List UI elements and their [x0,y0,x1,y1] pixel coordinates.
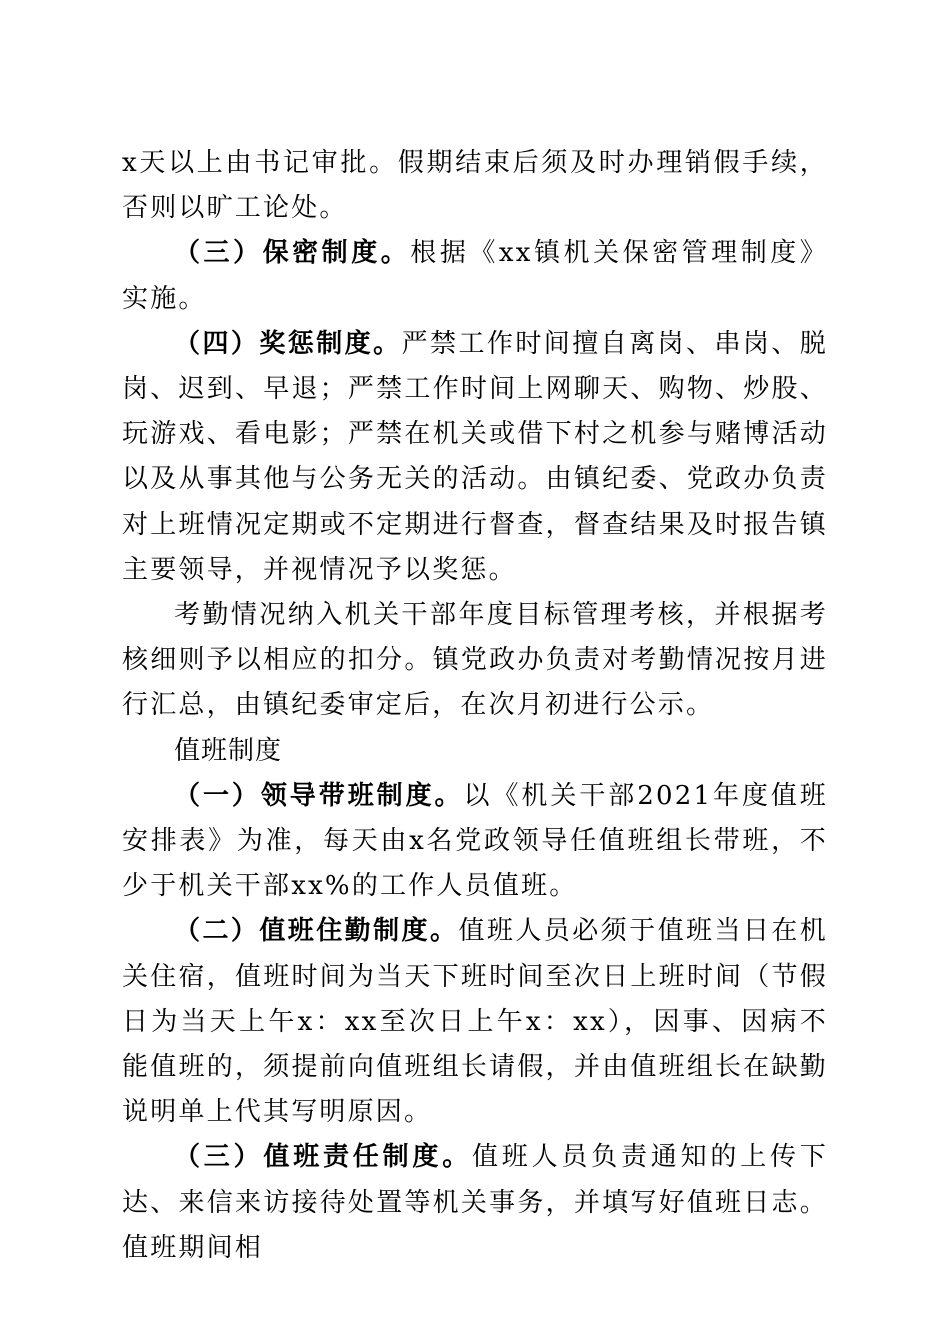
section-heading: 值班制度 [174,735,283,766]
paragraph-attendance-assessment [122,593,828,729]
paragraph-leave-approval [122,141,828,231]
clause-title: （三）值班责任制度。 [174,1142,472,1173]
paragraph-text: x天以上由书记审批。假期结束后须及时办理销假手续，否则以旷工论处。 [122,148,828,224]
paragraph-text: 值班人员负责通知的上传下达、来信来访接待处置等机关事务，并填写好值班日志。值班期间相 [122,1142,828,1263]
paragraph-text: 考勤情况纳入机关干部年度目标管理考核，并根据考核细则予以相应的扣分。镇党政办负责对考勤情况按月进行汇总，由镇纪委审定后，在次月初进行公示。 [122,600,828,721]
paragraph-duty-residence [122,909,828,1135]
paragraph-leader-duty [122,774,828,910]
clause-title: （三）保密制度。 [174,238,411,269]
clause-title: （四）奖惩制度。 [174,328,402,359]
clause-title: （一）领导带班制度。 [174,780,464,811]
paragraph-text: 值班人员必须于值班当日在机关住宿，值班时间为当天下班时间至次日上班时间（节假日为当天上午x：xx至次日上午x：xx），因事、因病不能值班的，须提前向值班组长请假，并由值班组长在缺勤说明单上代其写明原因。 [122,916,828,1128]
paragraph-text: 根据《xx镇机关保密管理制度》实施。 [122,238,828,314]
paragraph-duty-responsibility [122,1135,828,1271]
paragraph-text: 以《机关干部2021年度值班安排表》为准，每天由x名党政领导任值班组长带班，不少于机关干部xx%的工作人员值班。 [122,780,828,902]
document-body [122,141,828,1271]
clause-title: （二）值班住勤制度。 [174,916,459,947]
paragraph-text: 严禁工作时间擅自离岗、串岗、脱岗、迟到、早退；严禁工作时间上网聊天、购物、炒股、玩游戏、看电影；严禁在机关或借下村之机参与赌博活动以及从事其他与公务无关的活动。由镇纪委、党政办负责对上班情况定期或不定期进行督查，督查结果及时报告镇主要领导，并视情况予以奖惩。 [122,328,828,585]
paragraph-rewards-penalties [122,322,828,593]
paragraph-confidentiality [122,231,828,321]
